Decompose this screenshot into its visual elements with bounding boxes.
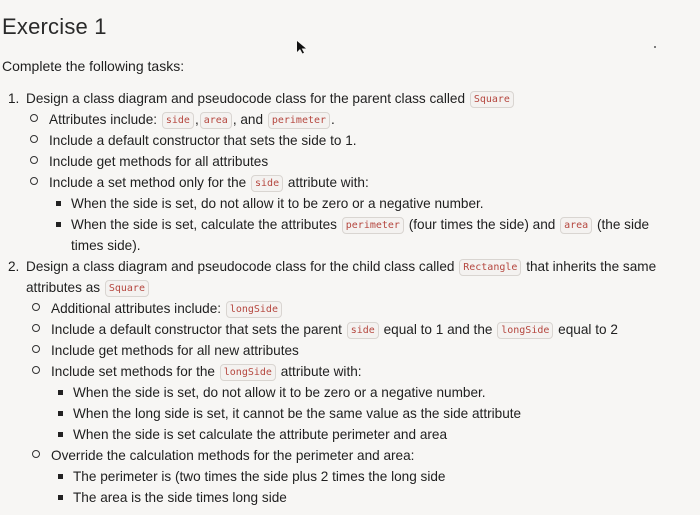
sub-sub-item-side-validation: When the side is set, do not allow it to be zero or a negative number.: [56, 195, 484, 213]
code-area: area: [560, 217, 592, 234]
square-bullet-icon: [58, 432, 63, 437]
sub-item-new-get-methods: Include get methods for all new attributes: [32, 342, 299, 360]
square-bullet-icon: [56, 222, 61, 227]
code-side: side: [251, 175, 283, 192]
sub-sub-item-side-calc-2: When the side is set calculate the attribute perimeter and area: [58, 426, 447, 444]
code-side: side: [162, 112, 194, 129]
code-side: side: [347, 322, 379, 339]
sub-sub-item-perimeter-formula: The perimeter is (two times the side plus 2 times the long side: [58, 468, 445, 486]
sub-item-constructor: Include a default constructor that sets the side to 1.: [30, 132, 357, 150]
sub-sub-item-side-calc-cont: times side).: [71, 238, 141, 253]
intro-text: Complete the following tasks:: [2, 58, 185, 74]
circle-bullet-icon: [30, 114, 38, 122]
code-longside: longSide: [497, 322, 553, 339]
circle-bullet-icon: [30, 177, 38, 185]
circle-bullet-icon: [30, 156, 38, 164]
list-item-2-cont: attributes as Square: [26, 279, 150, 297]
page-title: Exercise 1: [2, 14, 107, 39]
circle-bullet-icon: [32, 366, 40, 374]
square-bullet-icon: [58, 411, 63, 416]
square-bullet-icon: [58, 495, 63, 500]
sub-sub-item-area-formula: The area is the side times long side: [58, 489, 287, 507]
code-perimeter: perimeter: [268, 112, 330, 129]
screen-speck: [654, 46, 656, 48]
circle-bullet-icon: [32, 345, 40, 353]
square-bullet-icon: [58, 474, 63, 479]
circle-bullet-icon: [32, 324, 40, 332]
sub-item-default-constructor: Include a default constructor that sets the parent side equal to 1 and the longSide equal to 2: [32, 321, 618, 339]
sub-item-get-methods: Include get methods for all attributes: [30, 153, 268, 171]
list-item-1: 1. Design a class diagram and pseudocode class for the parent class called Square: [8, 90, 515, 108]
sub-sub-item-side-validation-2: When the side is set, do not allow it to be zero or a negative number.: [58, 384, 486, 402]
sub-item-attributes: Attributes include: side , area , and perimeter .: [30, 111, 335, 129]
code-longside: longSide: [226, 301, 282, 318]
code-square: Square: [470, 91, 514, 108]
sub-item-override: Override the calculation methods for the perimeter and area:: [32, 447, 414, 465]
code-perimeter: perimeter: [342, 217, 404, 234]
code-square: Square: [105, 280, 149, 297]
code-area: area: [200, 112, 232, 129]
sub-sub-item-side-calc: When the side is set, calculate the attributes perimeter (four times the side) and area (the side: [56, 216, 649, 234]
code-longside: longSide: [220, 364, 276, 381]
sub-item-set-methods-longside: Include set methods for the longSide attribute with:: [32, 363, 362, 381]
list-item-2: 2. Design a class diagram and pseudocode class for the child class called Rectangle that inherits the same: [8, 259, 657, 274]
circle-bullet-icon: [32, 303, 40, 311]
square-bullet-icon: [58, 390, 63, 395]
circle-bullet-icon: [30, 135, 38, 143]
circle-bullet-icon: [32, 450, 40, 458]
code-rectangle: Rectangle: [459, 259, 521, 276]
sub-item-additional-attributes: Additional attributes include: longSide: [32, 300, 283, 318]
square-bullet-icon: [56, 201, 61, 206]
sub-item-set-method: Include a set method only for the side attribute with:: [30, 174, 369, 192]
sub-sub-item-longside-validation: When the long side is set, it cannot be the same value as the side attribute: [58, 405, 521, 423]
